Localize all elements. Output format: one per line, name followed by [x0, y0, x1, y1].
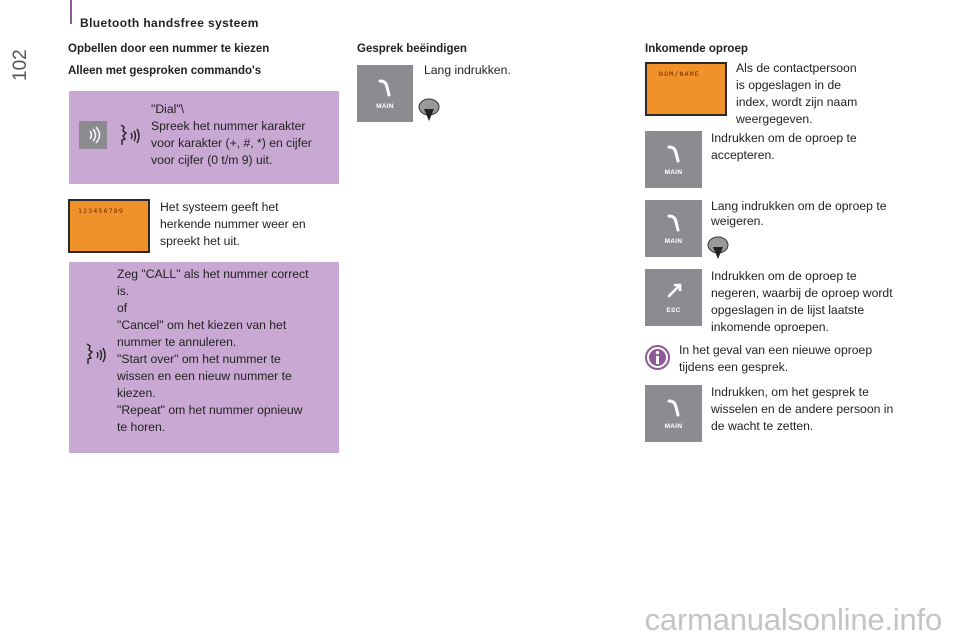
call-line-6: "Start over" om het nummer te: [117, 352, 281, 366]
info-line-1: In het geval van een nieuwe oproep: [679, 343, 873, 357]
call-line-2: is.: [117, 284, 130, 298]
col1-heading: Opbellen door een nummer te kiezen: [68, 43, 270, 55]
main-key-label: MAIN: [664, 238, 683, 245]
long-press-icon: [418, 98, 440, 124]
long-press-icon: [707, 236, 729, 262]
ignore-line-1: Indrukken om de oproep te: [711, 269, 857, 283]
display-line-3: spreekt het uit.: [160, 234, 240, 248]
dial-line-4: voor cijfer (0 t/m 9) uit.: [151, 153, 273, 167]
display-screen-number: [68, 199, 150, 253]
dial-line-3: voor karakter (+, #, *) en cijfer: [151, 136, 312, 150]
main-key-label: MAIN: [376, 103, 394, 110]
hang-up-icon: [666, 283, 682, 299]
col2-heading: Gesprek beëindigen: [357, 43, 467, 55]
call-line-10: te horen.: [117, 420, 166, 434]
contact-line-2: is opgeslagen in de: [736, 78, 842, 92]
reject-line-1: Lang indrukken om de oproep te: [711, 199, 887, 213]
speaking-head-icon: [83, 340, 109, 370]
esc-key-button: [645, 269, 702, 326]
dial-line-1: "Dial"\: [151, 102, 185, 116]
display-screen-name-text: NOM/NAME: [659, 70, 700, 78]
call-line-3: of: [117, 301, 128, 315]
accept-line-1: Indrukken om de oproep te: [711, 131, 857, 145]
header-accent-line: [70, 0, 72, 24]
speaking-head-icon: [117, 121, 143, 151]
main-key-swap: [645, 385, 702, 442]
contact-line-3: index, wordt zijn naam: [736, 95, 858, 109]
end-call-text: Lang indrukken.: [424, 63, 511, 77]
call-line-1: Zeg "CALL" als het nummer correct: [117, 267, 309, 281]
main-key-accept: [645, 131, 702, 188]
info-line-2: tijdens een gesprek.: [679, 360, 789, 374]
dial-line-2: Spreek het nummer karakter: [151, 119, 306, 133]
page-header: Bluetooth handsfree systeem: [80, 16, 259, 30]
contact-line-4: weergegeven.: [736, 112, 813, 126]
display-line-2: herkende nummer weer en: [160, 217, 306, 231]
col1-subheading: Alleen met gesproken commando's: [68, 65, 262, 77]
ignore-line-4: inkomende oproepen.: [711, 320, 829, 334]
col3-heading: Inkomende oproep: [645, 43, 748, 55]
call-line-8: kiezen.: [117, 386, 156, 400]
voice-command-panel-dial: [69, 91, 339, 184]
call-line-5: nummer te annuleren.: [117, 335, 237, 349]
phone-handset-icon: [667, 214, 681, 232]
swap-line-3: de wacht te zetten.: [711, 419, 814, 433]
contact-line-1: Als de contactpersoon: [736, 61, 857, 75]
call-line-7: wissen en een nieuw nummer te: [117, 369, 292, 383]
swap-line-1: Indrukken, om het gesprek te: [711, 385, 869, 399]
swap-line-2: wisselen en de andere persoon in: [711, 402, 894, 416]
phone-handset-icon: [667, 145, 681, 163]
phone-handset-icon: [378, 79, 392, 97]
ignore-line-2: negeren, waarbij de oproep wordt: [711, 286, 893, 300]
ignore-line-3: opgeslagen in de lijst laatste: [711, 303, 865, 317]
page-number: 102: [10, 49, 31, 81]
call-line-4: "Cancel" om het kiezen van het: [117, 318, 287, 332]
main-key-reject: [645, 200, 702, 257]
phone-handset-icon: [667, 399, 681, 417]
main-key-button: [357, 65, 413, 122]
info-icon: [645, 345, 670, 370]
display-line-1: Het systeem geeft het: [160, 200, 279, 214]
watermark: carmanualsonline.info: [644, 602, 942, 637]
main-key-label: MAIN: [664, 423, 683, 430]
voice-command-panel-call: [69, 262, 339, 453]
accept-line-2: accepteren.: [711, 148, 775, 162]
display-screen-text: 123456789: [78, 207, 125, 215]
reject-line-2: weigeren.: [711, 214, 764, 228]
display-screen-name: [645, 62, 727, 116]
voice-command-button-icon: [79, 121, 107, 149]
esc-key-label: ESC: [666, 307, 681, 314]
call-line-9: "Repeat" om het nummer opnieuw: [117, 403, 303, 417]
main-key-label: MAIN: [664, 169, 683, 176]
